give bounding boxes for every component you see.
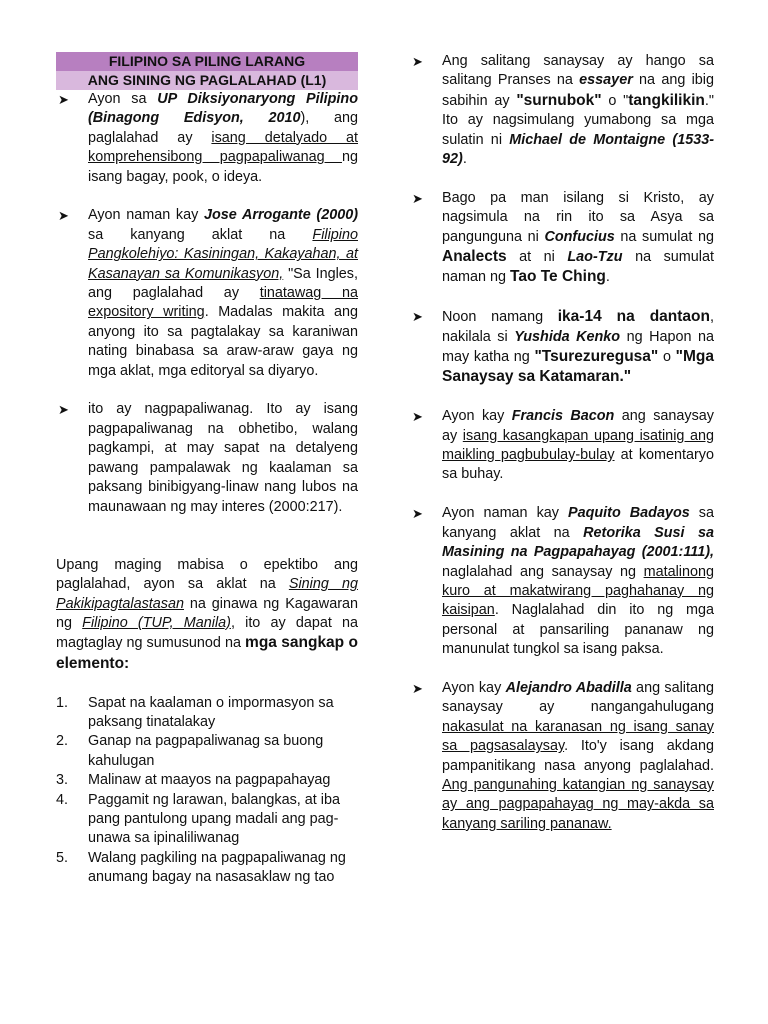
list-item: 1. Sapat na kaalaman o impormasyon sa paksang tinatalakay xyxy=(56,694,334,730)
arrow-bullet-icon: ➤ xyxy=(412,309,423,325)
right-column xyxy=(410,52,714,834)
subtitle-banner: ANG SINING NG PAGLALAHAD (L1) xyxy=(56,71,358,90)
arrow-bullet-icon: ➤ xyxy=(412,190,423,206)
arrow-bullet-icon: ➤ xyxy=(412,680,423,696)
elements-intro-paragraph: Upang maging mabisa o epektibo ang paglalahad, ayon sa aklat na Sining ng Pakikipagtalastasan na ginawa ng Kagawaran ng Filipino (TUP, Manila), ito ay dapat na magtaglay ng sumusunod na mga sangkap o elemento: xyxy=(56,556,358,672)
bullet-nagpapaliwanag: ➤ ito ay nagpapaliwanag. Ito ay isang pagpapaliwanag na obhetibo, walang pagkampi, at may sapat na detalyeng pawang pampalawak ng kaalaman sa paksang binibigyang-linaw nang lubos na maunawaan ng may interes (2000:217). xyxy=(58,401,358,515)
arrow-bullet-icon: ➤ xyxy=(412,506,423,522)
bullet-yushida-kenko: ➤ Noon namang ika-14 na dantaon, nakilala si Yushida Kenko ng Hapon na may katha ng "Tsurezuregusa" o "Mga Sanaysay sa Katamaran." xyxy=(412,308,715,386)
bullet-paquito-badayos: ➤ Ayon naman kay Paquito Badayos sa kanyang aklat na Retorika Susi sa Masining na Pagpapahayag (2001:111), naglalahad ang sanaysay ng matalinong kuro at makatwirang paghahanay ng kaisipan. Naglalahad din ito ng mga personal at pansariling pananaw ng manunulat tungkol sa isang paksa. xyxy=(412,505,715,658)
list-item: 5. Walang pagkiling na pagpapaliwanag ng anumang bagay na nasasaklaw ng tao xyxy=(56,849,346,886)
bullet-confucius: ➤ Bago pa man isilang si Kristo, ay nagsimula na rin ito sa Asya sa pangunguna ni Confucius na sumulat ng Analects at ni Lao-Tzu na sumulat naman ng Tao Te Ching. xyxy=(412,189,714,286)
elements-list xyxy=(56,694,358,888)
title-banner: FILIPINO SA PILING LARANG xyxy=(56,52,358,71)
arrow-bullet-icon: ➤ xyxy=(412,54,423,69)
bullet-up-diksiyonaryo: ➤ Ayon sa UP Diksiyonaryong Pilipino (Binagong Edisyon, 2010), ang paglalahad ay isang detalyado at komprehensibong pagpapaliwanag ng isang bagay, pook, o ideya. xyxy=(58,91,358,185)
arrow-bullet-icon: ➤ xyxy=(58,208,69,224)
left-column xyxy=(56,52,358,888)
arrow-bullet-icon: ➤ xyxy=(412,409,423,425)
list-item: 2. Ganap na pagpapaliwanag sa buong kahulugan xyxy=(56,733,324,769)
list-item: 3. Malinaw at maayos na pagpapahayag xyxy=(56,772,331,789)
arrow-bullet-icon: ➤ xyxy=(58,92,69,107)
list-item: 4. Paggamit ng larawan, balangkas, at iba pang pantulong upang madali ang pag-unawa sa ipinaliliwanag xyxy=(56,791,340,847)
bullet-francis-bacon: ➤ Ayon kay Francis Bacon ang sanaysay ay isang kasangkapan upang isatinig ang maikling pagbubulay-bulay at komentaryo sa buhay. xyxy=(412,408,715,483)
bullet-sanaysay-origin: ➤ Ang salitang sanaysay ay hango sa salitang Pranses na essayer na ang ibig sabihin ay "surnubok" o "tangkilikin." Ito ay nagsimulang yumabong sa mga sulatin ni Michael de Montaigne (1533-92). xyxy=(412,53,714,168)
bullet-jose-arrogante: ➤ Ayon naman kay Jose Arrogante (2000) sa kanyang aklat na Filipino Pangkolehiyo: Kasiningan, Kakayahan, at Kasanayan sa Komunikasyon, "Sa Ingles, ang paglalahad ay tinatawag na expository writing. Madalas makita ang anyong ito sa pagtalakay sa karaniwan nating binabasa sa araw-araw gaya ng mga aklat, mga editoryal sa diyaryo. xyxy=(58,207,359,379)
bullet-alejandro-abadilla: ➤ Ayon kay Alejandro Abadilla ang salitang sanaysay ay nangangahulugang nakasulat na karanasan ng isang sanay sa pagsasalaysay. Ito'y isang akdang pampanitikang nasa anyong paglalahad. Ang pangunahing katangian ng sanaysay ay ang pagpapahayag ng may-akda sa kanyang sariling pananaw. xyxy=(412,679,714,832)
arrow-bullet-icon: ➤ xyxy=(58,402,69,418)
